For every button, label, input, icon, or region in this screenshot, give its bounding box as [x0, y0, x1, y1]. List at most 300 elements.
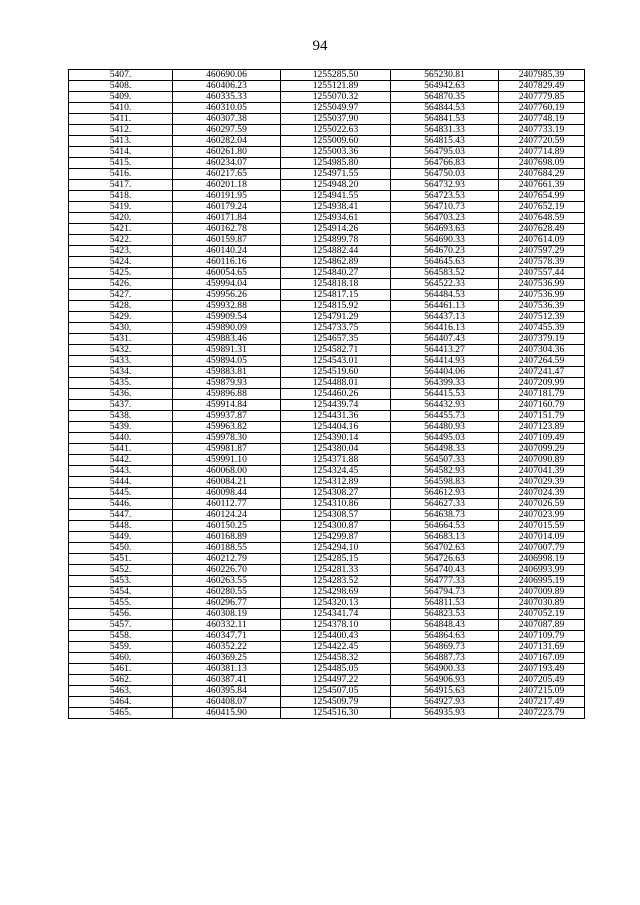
coord-y1-cell: 1255285.50 [281, 70, 391, 81]
coord-y1-cell: 1254283.52 [281, 576, 391, 587]
coord-y1-cell: 1254422.45 [281, 642, 391, 653]
table-row [69, 268, 585, 279]
coord-y1-cell: 1254404.16 [281, 422, 391, 433]
coord-x2-cell: 564702.63 [391, 543, 499, 554]
coord-y2-cell: 2407052.19 [499, 609, 585, 620]
coord-x1-cell: 460296.77 [173, 598, 281, 609]
coord-y2-cell: 2407109.79 [499, 631, 585, 642]
point-number-cell: 5435. [69, 378, 173, 389]
point-number-cell: 5465. [69, 708, 173, 719]
coord-x2-cell: 564693.63 [391, 224, 499, 235]
table-row [69, 488, 585, 499]
coord-y2-cell: 2407654.99 [499, 191, 585, 202]
point-number-cell: 5440. [69, 433, 173, 444]
coord-x1-cell: 460054.65 [173, 268, 281, 279]
coord-y2-cell: 2407151.79 [499, 411, 585, 422]
coord-y2-cell: 2407007.79 [499, 543, 585, 554]
coord-x1-cell: 459879.93 [173, 378, 281, 389]
table-row [69, 686, 585, 697]
coord-y2-cell: 2407578.39 [499, 257, 585, 268]
point-number-cell: 5412. [69, 125, 173, 136]
coord-y2-cell: 2407181.79 [499, 389, 585, 400]
coord-y2-cell: 2407648.59 [499, 213, 585, 224]
coord-y1-cell: 1254390.14 [281, 433, 391, 444]
point-number-cell: 5454. [69, 587, 173, 598]
coord-x2-cell: 564723.53 [391, 191, 499, 202]
coord-x1-cell: 460263.55 [173, 576, 281, 587]
coord-y1-cell: 1254657.35 [281, 334, 391, 345]
point-number-cell: 5460. [69, 653, 173, 664]
coord-y2-cell: 2407024.39 [499, 488, 585, 499]
coord-y1-cell: 1254488.01 [281, 378, 391, 389]
coord-x2-cell: 564823.53 [391, 609, 499, 620]
coord-x2-cell: 564498.33 [391, 444, 499, 455]
coord-y2-cell: 2407597.29 [499, 246, 585, 257]
table-row [69, 202, 585, 213]
table-row [69, 510, 585, 521]
coord-y1-cell: 1254509.79 [281, 697, 391, 708]
point-number-cell: 5419. [69, 202, 173, 213]
point-number-cell: 5426. [69, 279, 173, 290]
coord-x1-cell: 460381.13 [173, 664, 281, 675]
coord-x2-cell: 564638.73 [391, 510, 499, 521]
coord-y2-cell: 2407536.39 [499, 301, 585, 312]
point-number-cell: 5458. [69, 631, 173, 642]
coord-x1-cell: 459914.84 [173, 400, 281, 411]
table-row [69, 356, 585, 367]
coord-x2-cell: 564690.33 [391, 235, 499, 246]
coord-x2-cell: 564415.53 [391, 389, 499, 400]
point-number-cell: 5441. [69, 444, 173, 455]
coord-x2-cell: 564900.33 [391, 664, 499, 675]
coord-y1-cell: 1254308.57 [281, 510, 391, 521]
coord-y2-cell: 2407209.99 [499, 378, 585, 389]
point-number-cell: 5449. [69, 532, 173, 543]
coord-y2-cell: 2407748.19 [499, 114, 585, 125]
coord-x2-cell: 564683.13 [391, 532, 499, 543]
coord-y2-cell: 2407087.89 [499, 620, 585, 631]
table-row [69, 422, 585, 433]
coord-y2-cell: 2407223.79 [499, 708, 585, 719]
coord-x2-cell: 564844.53 [391, 103, 499, 114]
point-number-cell: 5445. [69, 488, 173, 499]
coord-x2-cell: 564612.93 [391, 488, 499, 499]
coord-y2-cell: 2407379.19 [499, 334, 585, 345]
coord-x1-cell: 460150.25 [173, 521, 281, 532]
coord-y1-cell: 1254519.60 [281, 367, 391, 378]
coord-y2-cell: 2407160.79 [499, 400, 585, 411]
coord-x2-cell: 564864.63 [391, 631, 499, 642]
coord-x2-cell: 564399.33 [391, 378, 499, 389]
point-number-cell: 5432. [69, 345, 173, 356]
coord-x2-cell: 564750.03 [391, 169, 499, 180]
point-number-cell: 5455. [69, 598, 173, 609]
table-row [69, 345, 585, 356]
coord-x1-cell: 460171.84 [173, 213, 281, 224]
coord-x2-cell: 564869.73 [391, 642, 499, 653]
table-row [69, 257, 585, 268]
point-number-cell: 5408. [69, 81, 173, 92]
coord-x2-cell: 564598.83 [391, 477, 499, 488]
coord-y1-cell: 1254371.88 [281, 455, 391, 466]
coord-y1-cell: 1254948.20 [281, 180, 391, 191]
coord-x1-cell: 460234.07 [173, 158, 281, 169]
coord-x1-cell: 460282.04 [173, 136, 281, 147]
table-row [69, 312, 585, 323]
coord-y2-cell: 2407241.47 [499, 367, 585, 378]
coord-y2-cell: 2407698.09 [499, 158, 585, 169]
coord-x2-cell: 564927.93 [391, 697, 499, 708]
point-number-cell: 5417. [69, 180, 173, 191]
coord-x2-cell: 564815.43 [391, 136, 499, 147]
point-number-cell: 5414. [69, 147, 173, 158]
table-row [69, 323, 585, 334]
table-row [69, 191, 585, 202]
coord-x1-cell: 460308.19 [173, 609, 281, 620]
coord-y2-cell: 2407030.89 [499, 598, 585, 609]
coord-x2-cell: 564848.43 [391, 620, 499, 631]
coord-x1-cell: 460226.70 [173, 565, 281, 576]
coord-x1-cell: 460280.55 [173, 587, 281, 598]
coord-x2-cell: 564582.93 [391, 466, 499, 477]
table-row [69, 664, 585, 675]
point-number-cell: 5459. [69, 642, 173, 653]
coord-x1-cell: 459978.30 [173, 433, 281, 444]
coord-x2-cell: 564811.53 [391, 598, 499, 609]
coord-y1-cell: 1255009.60 [281, 136, 391, 147]
coord-y2-cell: 2407684.29 [499, 169, 585, 180]
coord-x1-cell: 459896.88 [173, 389, 281, 400]
coord-y2-cell: 2407109.49 [499, 433, 585, 444]
point-number-cell: 5423. [69, 246, 173, 257]
table-row [69, 598, 585, 609]
coord-y2-cell: 2407557.44 [499, 268, 585, 279]
coord-y1-cell: 1255049.97 [281, 103, 391, 114]
coord-x1-cell: 459981.87 [173, 444, 281, 455]
point-number-cell: 5410. [69, 103, 173, 114]
point-number-cell: 5421. [69, 224, 173, 235]
coord-y1-cell: 1254497.22 [281, 675, 391, 686]
coord-y1-cell: 1254320.13 [281, 598, 391, 609]
point-number-cell: 5431. [69, 334, 173, 345]
coord-y1-cell: 1254439.74 [281, 400, 391, 411]
coord-x2-cell: 564495.03 [391, 433, 499, 444]
point-number-cell: 5416. [69, 169, 173, 180]
coord-y1-cell: 1255121.89 [281, 81, 391, 92]
point-number-cell: 5463. [69, 686, 173, 697]
coord-x2-cell: 564437.13 [391, 312, 499, 323]
table-row [69, 246, 585, 257]
coord-y1-cell: 1254431.36 [281, 411, 391, 422]
coord-x1-cell: 460406.23 [173, 81, 281, 92]
table-row [69, 169, 585, 180]
coord-y2-cell: 2407455.39 [499, 323, 585, 334]
coord-y2-cell: 2407041.39 [499, 466, 585, 477]
coord-y1-cell: 1254380.04 [281, 444, 391, 455]
coord-y1-cell: 1254914.26 [281, 224, 391, 235]
coord-x1-cell: 460168.89 [173, 532, 281, 543]
point-number-cell: 5439. [69, 422, 173, 433]
coord-x1-cell: 460261.80 [173, 147, 281, 158]
coord-x2-cell: 564414.93 [391, 356, 499, 367]
coord-x1-cell: 460098.44 [173, 488, 281, 499]
point-number-cell: 5409. [69, 92, 173, 103]
table-row [69, 147, 585, 158]
coord-y1-cell: 1254299.87 [281, 532, 391, 543]
coord-y1-cell: 1254341.74 [281, 609, 391, 620]
coord-y2-cell: 2407090.89 [499, 455, 585, 466]
coord-y1-cell: 1254934.61 [281, 213, 391, 224]
coord-y1-cell: 1254294.10 [281, 543, 391, 554]
point-number-cell: 5436. [69, 389, 173, 400]
coord-x2-cell: 564766.83 [391, 158, 499, 169]
point-number-cell: 5428. [69, 301, 173, 312]
coord-x2-cell: 564831.33 [391, 125, 499, 136]
point-number-cell: 5418. [69, 191, 173, 202]
coord-y1-cell: 1254791.29 [281, 312, 391, 323]
point-number-cell: 5422. [69, 235, 173, 246]
point-number-cell: 5453. [69, 576, 173, 587]
coord-x1-cell: 459937.87 [173, 411, 281, 422]
coord-x2-cell: 565230.81 [391, 70, 499, 81]
coord-x2-cell: 564887.73 [391, 653, 499, 664]
coord-x2-cell: 564416.13 [391, 323, 499, 334]
table-row [69, 389, 585, 400]
coord-x2-cell: 564480.93 [391, 422, 499, 433]
coord-x2-cell: 564870.35 [391, 92, 499, 103]
point-number-cell: 5444. [69, 477, 173, 488]
coord-x1-cell: 459883.81 [173, 367, 281, 378]
table-row [69, 477, 585, 488]
coord-y2-cell: 2407131.69 [499, 642, 585, 653]
table-row [69, 587, 585, 598]
table-row [69, 290, 585, 301]
point-number-cell: 5425. [69, 268, 173, 279]
coord-x2-cell: 564841.53 [391, 114, 499, 125]
table-row [69, 213, 585, 224]
coord-y2-cell: 2407167.09 [499, 653, 585, 664]
coord-y2-cell: 2407760.19 [499, 103, 585, 114]
coord-x2-cell: 564935.93 [391, 708, 499, 719]
coord-y2-cell: 2407512.39 [499, 312, 585, 323]
table-row [69, 697, 585, 708]
table-row [69, 334, 585, 345]
coord-x2-cell: 564627.33 [391, 499, 499, 510]
point-number-cell: 5437. [69, 400, 173, 411]
coord-y1-cell: 1254507.05 [281, 686, 391, 697]
coord-y1-cell: 1254458.32 [281, 653, 391, 664]
coord-y1-cell: 1254941.55 [281, 191, 391, 202]
coord-y1-cell: 1254882.44 [281, 246, 391, 257]
coord-y2-cell: 2407304.36 [499, 345, 585, 356]
coord-y1-cell: 1254312.89 [281, 477, 391, 488]
coord-y2-cell: 2407193.49 [499, 664, 585, 675]
table-row [69, 620, 585, 631]
coord-x1-cell: 459909.54 [173, 312, 281, 323]
coord-x1-cell: 459932.88 [173, 301, 281, 312]
table-row [69, 708, 585, 719]
coord-x1-cell: 460179.24 [173, 202, 281, 213]
coord-y1-cell: 1254817.15 [281, 290, 391, 301]
coord-x1-cell: 460217.65 [173, 169, 281, 180]
table-row [69, 114, 585, 125]
table-row [69, 411, 585, 422]
coord-y2-cell: 2407733.19 [499, 125, 585, 136]
coord-y1-cell: 1254862.89 [281, 257, 391, 268]
coord-y1-cell: 1254485.05 [281, 664, 391, 675]
coord-x1-cell: 460188.55 [173, 543, 281, 554]
coord-y2-cell: 2407779.85 [499, 92, 585, 103]
coord-x1-cell: 460068.00 [173, 466, 281, 477]
coord-y1-cell: 1254815.92 [281, 301, 391, 312]
coord-y2-cell: 2407029.39 [499, 477, 585, 488]
coord-x2-cell: 564710.73 [391, 202, 499, 213]
coord-x1-cell: 460212.79 [173, 554, 281, 565]
coord-x2-cell: 564664.53 [391, 521, 499, 532]
table-row [69, 400, 585, 411]
point-number-cell: 5461. [69, 664, 173, 675]
coord-x1-cell: 459956.26 [173, 290, 281, 301]
point-number-cell: 5462. [69, 675, 173, 686]
table-row [69, 92, 585, 103]
coord-x1-cell: 460140.24 [173, 246, 281, 257]
coord-y1-cell: 1254582.71 [281, 345, 391, 356]
coord-y2-cell: 2407015.59 [499, 521, 585, 532]
coord-x2-cell: 564703.23 [391, 213, 499, 224]
coord-x1-cell: 460369.25 [173, 653, 281, 664]
coord-x2-cell: 564942.63 [391, 81, 499, 92]
coord-x1-cell: 460332.11 [173, 620, 281, 631]
table-row [69, 554, 585, 565]
coord-x1-cell: 460387.41 [173, 675, 281, 686]
coord-x2-cell: 564507.33 [391, 455, 499, 466]
table-row [69, 466, 585, 477]
coord-y1-cell: 1254840.27 [281, 268, 391, 279]
coord-y1-cell: 1254310.86 [281, 499, 391, 510]
coord-x2-cell: 564670.23 [391, 246, 499, 257]
coord-y2-cell: 2407652.19 [499, 202, 585, 213]
coord-x2-cell: 564404.06 [391, 367, 499, 378]
coord-y1-cell: 1254733.75 [281, 323, 391, 334]
coord-x1-cell: 459891.31 [173, 345, 281, 356]
coord-y1-cell: 1254985.80 [281, 158, 391, 169]
coord-x1-cell: 460310.05 [173, 103, 281, 114]
coord-x1-cell: 460690.06 [173, 70, 281, 81]
coord-x2-cell: 564794.73 [391, 587, 499, 598]
coord-y2-cell: 2407829.49 [499, 81, 585, 92]
table-row [69, 378, 585, 389]
coord-x1-cell: 460116.16 [173, 257, 281, 268]
coord-y1-cell: 1254300.87 [281, 521, 391, 532]
table-row [69, 81, 585, 92]
coord-y1-cell: 1254308.27 [281, 488, 391, 499]
point-number-cell: 5450. [69, 543, 173, 554]
table-row [69, 136, 585, 147]
point-number-cell: 5456. [69, 609, 173, 620]
table-row [69, 279, 585, 290]
table-row [69, 653, 585, 664]
coord-y2-cell: 2407023.99 [499, 510, 585, 521]
coord-x1-cell: 460297.59 [173, 125, 281, 136]
coord-x1-cell: 459994.04 [173, 279, 281, 290]
point-number-cell: 5434. [69, 367, 173, 378]
coord-x2-cell: 564455.73 [391, 411, 499, 422]
table-row [69, 576, 585, 587]
coord-y2-cell: 2407123.89 [499, 422, 585, 433]
coord-y1-cell: 1254543.01 [281, 356, 391, 367]
coord-y1-cell: 1254400.43 [281, 631, 391, 642]
coord-x2-cell: 564432.93 [391, 400, 499, 411]
coord-y1-cell: 1255070.32 [281, 92, 391, 103]
coord-y2-cell: 2407614.09 [499, 235, 585, 246]
coord-y2-cell: 2406993.99 [499, 565, 585, 576]
coord-y2-cell: 2407205.49 [499, 675, 585, 686]
coord-y2-cell: 2407264.59 [499, 356, 585, 367]
coord-x2-cell: 564777.33 [391, 576, 499, 587]
coord-y1-cell: 1254460.26 [281, 389, 391, 400]
coord-y2-cell: 2407720.59 [499, 136, 585, 147]
table-row [69, 532, 585, 543]
coord-x2-cell: 564583.52 [391, 268, 499, 279]
point-number-cell: 5446. [69, 499, 173, 510]
coord-x2-cell: 564413.27 [391, 345, 499, 356]
coord-x1-cell: 460191.95 [173, 191, 281, 202]
coord-y2-cell: 2407099.29 [499, 444, 585, 455]
coord-y2-cell: 2406995.19 [499, 576, 585, 587]
point-number-cell: 5407. [69, 70, 173, 81]
point-number-cell: 5442. [69, 455, 173, 466]
coord-y1-cell: 1255037.90 [281, 114, 391, 125]
coordinates-table-body [69, 70, 585, 719]
coord-y1-cell: 1254324.45 [281, 466, 391, 477]
coord-y2-cell: 2406998.19 [499, 554, 585, 565]
coord-y1-cell: 1255003.36 [281, 147, 391, 158]
point-number-cell: 5452. [69, 565, 173, 576]
point-number-cell: 5457. [69, 620, 173, 631]
coord-x1-cell: 460352.22 [173, 642, 281, 653]
table-row [69, 367, 585, 378]
point-number-cell: 5420. [69, 213, 173, 224]
table-row [69, 125, 585, 136]
coord-y1-cell: 1254516.30 [281, 708, 391, 719]
coord-x2-cell: 564740.43 [391, 565, 499, 576]
coord-x1-cell: 459883.46 [173, 334, 281, 345]
coord-y1-cell: 1254298.69 [281, 587, 391, 598]
coord-y1-cell: 1255022.63 [281, 125, 391, 136]
coord-y2-cell: 2407536.99 [499, 290, 585, 301]
point-number-cell: 5443. [69, 466, 173, 477]
coord-x1-cell: 459963.82 [173, 422, 281, 433]
coord-y2-cell: 2407217.49 [499, 697, 585, 708]
coord-x2-cell: 564407.43 [391, 334, 499, 345]
point-number-cell: 5424. [69, 257, 173, 268]
table-row [69, 433, 585, 444]
coord-y2-cell: 2407985.39 [499, 70, 585, 81]
coord-x2-cell: 564484.53 [391, 290, 499, 301]
table-row [69, 543, 585, 554]
coord-y2-cell: 2407026.59 [499, 499, 585, 510]
coord-x1-cell: 460347.71 [173, 631, 281, 642]
table-row [69, 235, 585, 246]
point-number-cell: 5448. [69, 521, 173, 532]
coord-x1-cell: 460335.33 [173, 92, 281, 103]
table-row [69, 455, 585, 466]
coord-y2-cell: 2407714.89 [499, 147, 585, 158]
coord-x2-cell: 564461.13 [391, 301, 499, 312]
coordinates-table [68, 69, 585, 719]
coord-x1-cell: 459890.09 [173, 323, 281, 334]
coord-x1-cell: 460124.24 [173, 510, 281, 521]
